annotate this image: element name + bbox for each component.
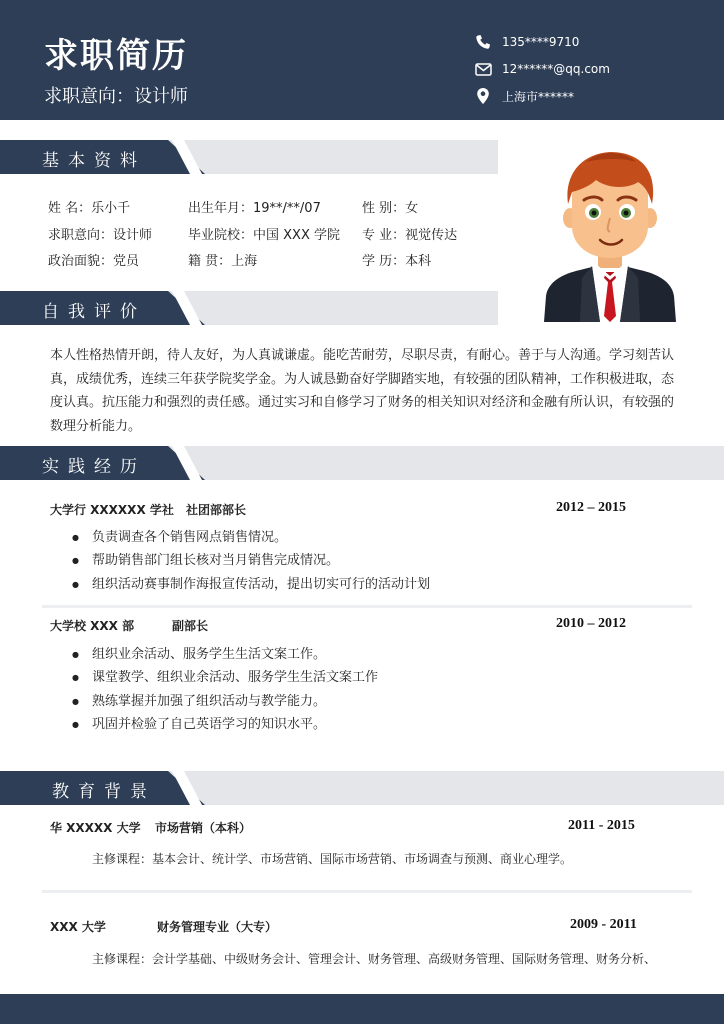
section-title-practice: 实践经历 <box>42 457 146 477</box>
practice-role-2: 副部长 <box>172 619 209 633</box>
info-major: 专 业：视觉传达 <box>362 228 458 243</box>
education-major-2: 财务管理专业（大专） <box>157 920 278 934</box>
practice-date-1: 2012 – 2015 <box>556 500 626 515</box>
practice-org-1: 大学行 XXXXXX 学社 <box>50 503 174 517</box>
education-courses-1: 主修课程：基本会计、统计学、市场营销、国际市场营销、市场调查与预测、商业心理学。 <box>92 852 573 866</box>
info-degree: 学 历：本科 <box>362 254 432 269</box>
phone-text: 135****9710 <box>502 35 580 49</box>
info-school: 毕业院校：中国 XXX 学院 <box>188 228 340 243</box>
practice-org-2: 大学校 XXX 部 <box>50 619 135 633</box>
email-text: 12******@qq.com <box>502 62 610 76</box>
practice-list-1 <box>72 526 430 596</box>
divider <box>42 605 692 608</box>
phone-icon <box>474 33 492 51</box>
list-item: ● 负责调查各个销售网点销售情况。 <box>72 526 430 549</box>
divider <box>42 890 692 893</box>
footer-bar <box>0 994 724 1024</box>
education-date-1: 2011 - 2015 <box>568 818 635 833</box>
avatar <box>540 146 680 322</box>
list-item: ● 组织活动赛事制作海报宣传活动，提出切实可行的活动计划 <box>72 573 430 596</box>
practice-date-2: 2010 – 2012 <box>556 616 626 631</box>
list-item: ● 熟练掌握并加强了组织活动与教学能力。 <box>72 690 378 713</box>
section-title-basic: 基本资料 <box>42 151 146 171</box>
education-school-1: 华 XXXXX 大学 <box>50 821 141 835</box>
info-name: 姓 名：乐小千 <box>48 201 131 216</box>
mail-icon <box>474 60 492 78</box>
list-item: ● 课堂教学、组织业余活动、服务学生生活文案工作 <box>72 666 378 689</box>
info-origin: 籍 贯：上海 <box>188 254 258 269</box>
job-intent: 求职意向：设计师 <box>44 86 188 107</box>
page-title: 求职简历 <box>44 36 188 76</box>
education-date-2: 2009 - 2011 <box>570 917 637 932</box>
list-item: ● 组织业余活动、服务学生生活文案工作。 <box>72 643 378 666</box>
info-birth: 出生年月：19**/**/07 <box>188 201 321 216</box>
self-evaluation-text: 本人性格热情开朗，待人友好，为人真诚谦虚。能吃苦耐劳，尽职尽责，有耐心。善于与人沟通。学习刻苦认真，成绩优秀，连续三年获学院奖学金。为人诚恳勤奋好学脚踏实地，有较强的团队精神，工作积极进取，态度认真。抗压能力和强烈的责任感。通过实习和自修学习了财务的相关知识对经济和金融有所认识，有较强的数理分析能力。 <box>50 348 675 434</box>
education-school-2: XXX 大学 <box>50 920 106 934</box>
contact-phone <box>474 32 579 52</box>
contact-email <box>474 59 610 79</box>
practice-role-1: 社团部部长 <box>186 503 247 517</box>
section-title-self: 自我评价 <box>42 302 146 322</box>
section-title-education: 教育背景 <box>52 782 156 802</box>
location-text: 上海市****** <box>502 89 575 104</box>
location-pin-icon <box>474 87 492 105</box>
section-header-self <box>0 291 498 325</box>
info-politics: 政治面貌：党员 <box>48 254 140 269</box>
section-header-practice <box>0 446 724 480</box>
resume-header <box>0 0 724 120</box>
section-header-education <box>0 771 724 805</box>
list-item: ● 巩固并检验了自己英语学习的知识水平。 <box>72 713 378 736</box>
info-intent: 求职意向：设计师 <box>48 228 153 243</box>
contact-location <box>474 86 574 106</box>
education-courses-2: 主修课程：会计学基础、中级财务会计、管理会计、财务管理、高级财务管理、国际财务管理、财务分析、 <box>92 952 657 966</box>
info-gender: 性 别：女 <box>362 201 419 216</box>
education-major-1: 市场营销（本科） <box>155 821 252 835</box>
list-item: ● 帮助销售部门组长核对当月销售完成情况。 <box>72 549 430 572</box>
section-header-basic <box>0 140 498 174</box>
practice-list-2 <box>72 643 378 736</box>
